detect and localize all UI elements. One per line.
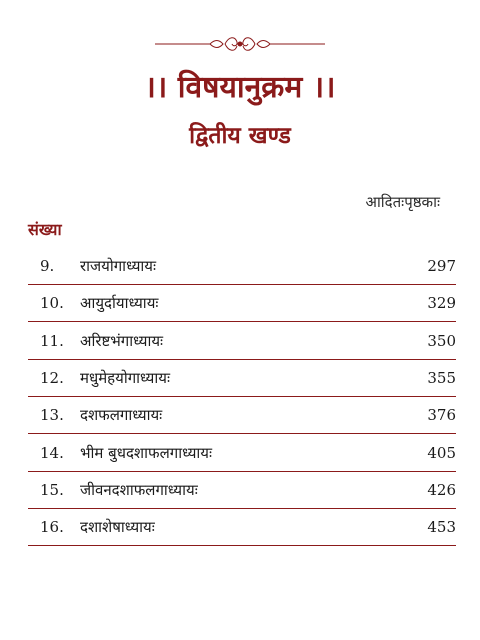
row-divider [28, 321, 456, 322]
toc-number: 13. [40, 406, 64, 425]
page-subtitle: द्वितीय खण्ड [189, 122, 291, 149]
toc-chapter-name: भीम बुधदशाफलगाध्यायः [80, 443, 213, 462]
toc-row [28, 361, 456, 397]
toc-page-number: 376 [427, 406, 456, 425]
toc-row [28, 286, 456, 322]
number-column-header: संख्या [28, 220, 62, 239]
toc-chapter-name: दशाशेषाध्यायः [80, 518, 155, 537]
toc-page-number: 453 [427, 518, 456, 537]
toc-number: 14. [40, 443, 64, 462]
toc-chapter-name: मधुमेहयोगाध्यायः [80, 368, 171, 387]
toc-row [28, 510, 456, 546]
row-divider [28, 545, 456, 546]
toc-chapter-name: जीवनदशाफलगाध्यायः [80, 480, 198, 499]
toc-chapter-name: दशफलगाध्यायः [80, 406, 163, 425]
row-divider [28, 471, 456, 472]
toc-number: 15. [40, 480, 64, 499]
toc-page-number: 350 [427, 331, 456, 350]
row-divider [28, 396, 456, 397]
row-divider [28, 359, 456, 360]
toc-row [28, 324, 456, 360]
toc-row [28, 473, 456, 509]
toc-row [28, 249, 456, 285]
toc-chapter-name: आयुर्दायाध्यायः [80, 294, 159, 313]
toc-page-number: 355 [427, 368, 456, 387]
toc-number: 11. [40, 331, 64, 350]
toc-number: 12. [40, 368, 64, 387]
toc-page-number: 297 [427, 257, 456, 275]
toc-page-number: 405 [427, 443, 456, 462]
toc-chapter-name: अरिष्टभंगाध्यायः [80, 331, 164, 350]
toc-number: 10. [40, 294, 64, 313]
page-column-header: आदितःपृष्ठकाः [365, 193, 440, 211]
toc-number: 9. [40, 257, 55, 275]
toc-row [28, 436, 456, 472]
toc-chapter-name: राजयोगाध्यायः [80, 257, 157, 275]
row-divider [28, 508, 456, 509]
toc-page-number: 426 [427, 480, 456, 499]
row-divider [28, 284, 456, 285]
page-title: ।। विषयानुक्रम ।। [144, 70, 336, 105]
toc-number: 16. [40, 518, 64, 537]
toc-row [28, 398, 456, 434]
toc-page-number: 329 [427, 294, 456, 313]
decorative-flourish-icon [155, 34, 325, 54]
row-divider [28, 433, 456, 434]
